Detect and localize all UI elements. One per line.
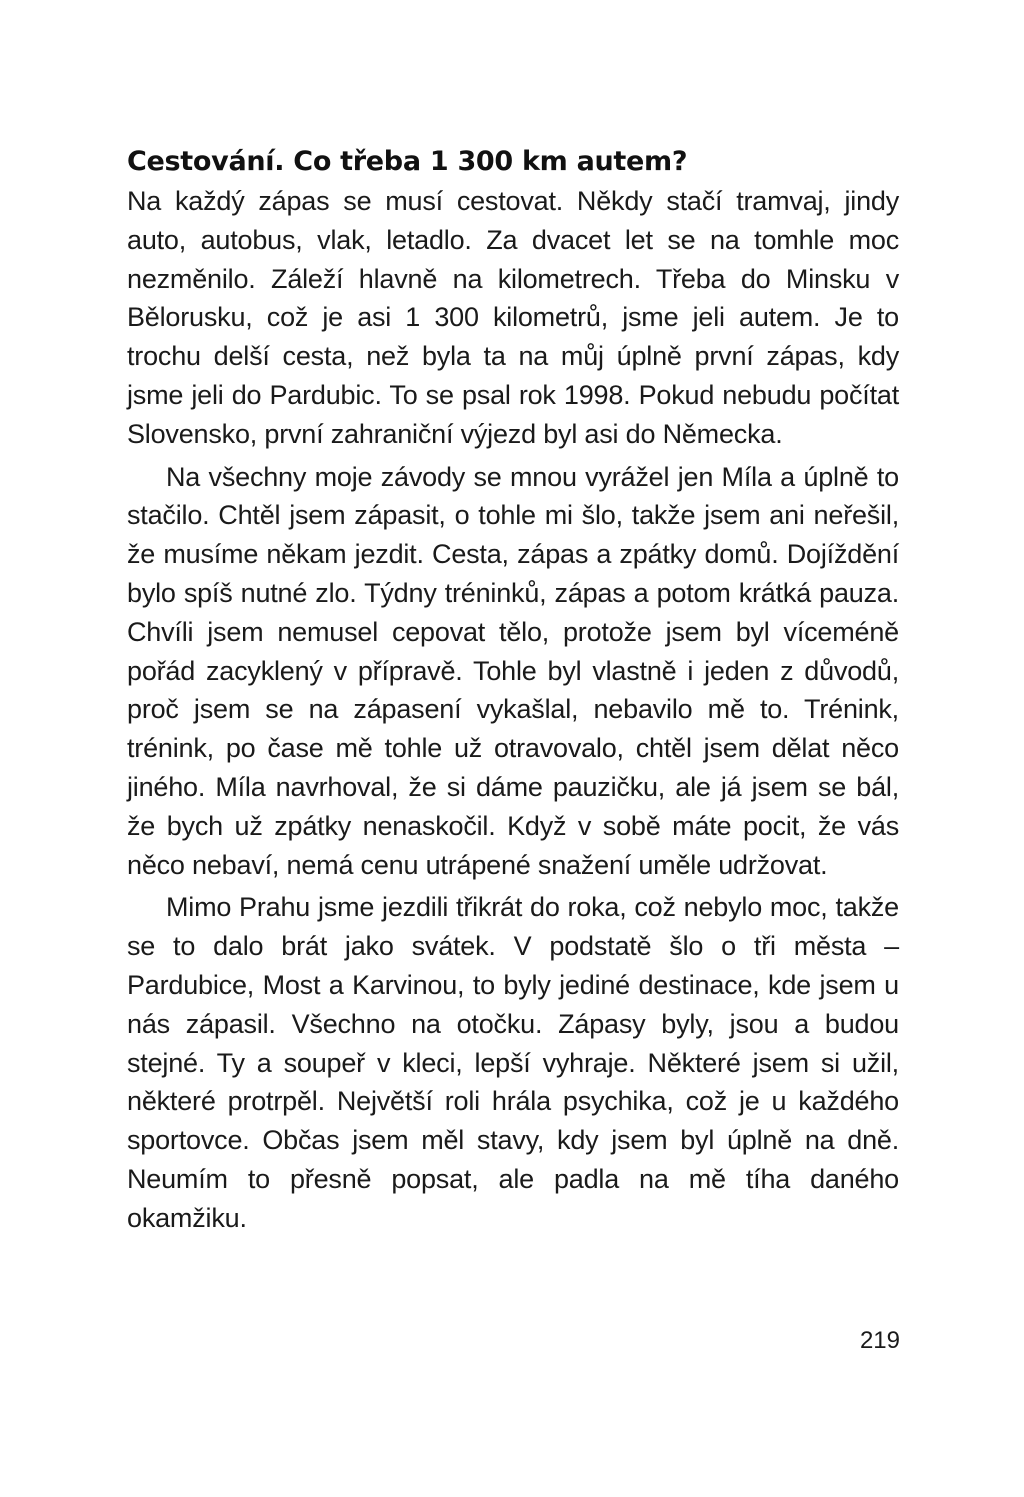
paragraph-2: Na všechny moje závody se mnou vyrážel jen Míla a úplně to stačilo. Chtěl jsem zápasit, o tohle mi šlo, takže jsem ani neřešil, že musíme někam jezdit. Cesta, zápas a zpátky domů. Dojíždění bylo spíš nutné zlo. Týdny tréninků, zápas a potom krátká pauza. Chvíli jsem nemusel cepovat tělo, protože jsem byl víceméně pořád zacyklený v přípravě. Tohle byl vlastně i jeden z důvodů, proč jsem se na zápasení vykašlal, nebavilo mě to. Trénink, trénink, po čase mě tohle už otravovalo, chtěl jsem dělat něco jiného. Míla navrhoval, že si dáme pauzičku, ale já jsem se bál, že bych už zpátky nenaskočil. Když v sobě máte pocit, že vás něco nebaví, nemá cenu utrápené snažení uměle udržovat. [127,461,899,880]
section-heading: Cestování. Co třeba 1 300 km autem? [127,146,688,177]
paragraph-3: Mimo Prahu jsme jezdili třikrát do roka, což nebylo moc, takže se to dalo brát jako svátek. V podstatě šlo o tři města – Pardubice, Most a Karvinou, to byly jediné destinace, kde jsem u nás zápasil. Všechno na otočku. Zápasy byly, jsou a budou stejné. Ty a soupeř v kleci, lepší vyhraje. Některé jsem si užil, některé protrpěl. Největší roli hrála psychika, což je u každého sportovce. Občas jsem měl stavy, kdy jsem byl úplně na dně. Neumím to přesně popsat, ale padla na mě tíha daného okamžiku. [127,892,899,1233]
page-number: 219 [859,1327,900,1354]
paragraph-1: Na každý zápas se musí cestovat. Někdy stačí tramvaj, jindy auto, autobus, vlak, letadlo. Za dvacet let se na tomhle moc nezměnilo. Záleží hlavně na kilometrech. Třeba do Minsku v Bělorusku, což je asi 1 300 kilometrů, jsme jeli autem. Je to trochu delší cesta, než byla ta na můj úplně první zápas, kdy jsme jeli do Pardubic. To se psal rok 1998. Pokud nebudu počítat Slovensko, první zahraniční výjezd byl asi do Německa. [127,186,899,449]
page-content [127,142,899,1238]
